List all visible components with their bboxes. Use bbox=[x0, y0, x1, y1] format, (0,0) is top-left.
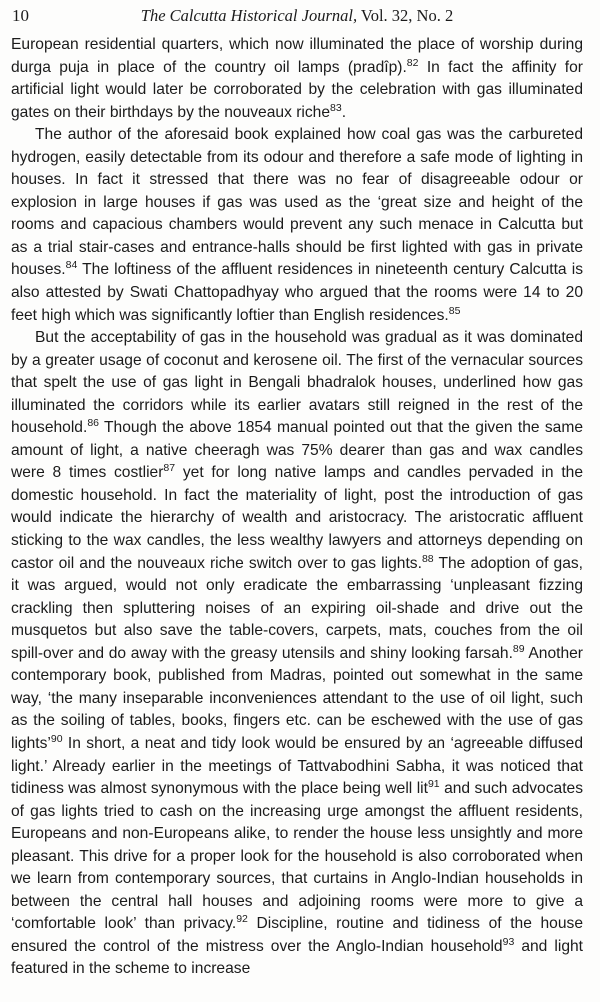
footnote-marker: 86 bbox=[87, 417, 99, 430]
running-header bbox=[12, 6, 582, 30]
paragraph-text: In short, a neat and tidy look would be ensured by an ‘agreeable diffused light.’ Already earlier in the meetings of Tattvabodhini Sabha, it was noticed that tidiness was almost synonymous with the place being well lit bbox=[11, 734, 583, 798]
paragraph-text: But the acceptability of gas in the household was gradual as it was dominated by a greater usage of coconut and kerosene oil. The first of the vernacular sources that spelt the use of gas light in Bengali bhadralok houses, underlined how gas illuminated the corridors while its earlier avatars still reigned in the rest of the household. bbox=[11, 329, 583, 437]
running-head-title bbox=[12, 6, 582, 26]
footnote-marker: 90 bbox=[50, 732, 63, 745]
footnote-marker: 92 bbox=[236, 913, 248, 926]
page-number: 10 bbox=[12, 6, 29, 25]
paragraph-text: . bbox=[341, 103, 347, 121]
footnote-marker: 93 bbox=[502, 935, 515, 948]
body-paragraph bbox=[11, 34, 583, 124]
footnote-marker: 91 bbox=[427, 778, 440, 791]
footnote-marker: 85 bbox=[448, 304, 461, 317]
paragraph-text: Though the above 1854 manual pointed out that the given the same amount of light, a native cheeragh was 75% dearer than gas and wax candles were 8 times costlier bbox=[11, 419, 583, 482]
footnote-marker: 84 bbox=[65, 259, 78, 272]
article-body bbox=[11, 34, 583, 981]
footnote-marker: 82 bbox=[406, 56, 419, 69]
paragraph-text: Another contemporary book, published from Madras, pointed out somewhat in the same way, ‘the many inseparable inconveniences attendant to the use of oil light, such as the soiling of tables, books, fingers etc. can be eschewed with the use of gas lights’ bbox=[11, 644, 583, 752]
paragraph-text: and such advocates of gas lights tried to cash on the increasing urge amongst the affluent residents, Europeans and non-Europeans alike, to render the house less unsightly and more pleasant. This drive for a proper look for the household is also corroborated when we learn from contemporary sources, that curtains in Anglo-Indian households in between the central hall houses and adjoining rooms were more to give a ‘comfortable look’ than privacy. bbox=[11, 780, 584, 933]
footnote-marker: 89 bbox=[512, 642, 525, 655]
body-paragraph bbox=[11, 124, 583, 327]
paragraph-text: The author of the aforesaid book explained how coal gas was the carbureted hydrogen, easily detectable from its odour and therefore a safe mode of lighting in houses. In fact it stressed that there was no fear of disagreeable odour or explosion in large houses if gas was used as the ‘great size and height of the rooms and capacious chambers would prevent any such menace in Calcutta but as a trial stair-cases and entrance-halls should be first lighted with gas in private houses. bbox=[11, 126, 583, 279]
body-paragraph bbox=[11, 327, 583, 981]
footnote-marker: 83 bbox=[330, 101, 342, 114]
paragraph-text: yet for long native lamps and candles pervaded in the domestic household. In fact the materiality of light, post the introduction of gas would indicate the hierarchy of wealth and aristocracy. The aristocratic affluent sticking to the wax candles, the less wealthy lawyers and attorneys depending on castor oil and the nouveaux riche switch over to gas lights. bbox=[11, 464, 583, 572]
journal-title: The Calcutta Historical Journal, bbox=[140, 6, 358, 25]
paragraph-text: In fact the affinity for artificial light would later be corroborated by the celebration with gas illuminated gates on their birthdays by the nouveaux riche bbox=[11, 58, 583, 121]
footnote-marker: 88 bbox=[421, 552, 434, 565]
paragraph-text: European residential quarters, which now illuminated the place of worship during durga puja in place of the country oil lamps (pradîp). bbox=[11, 36, 583, 76]
footnote-marker: 87 bbox=[163, 462, 176, 475]
paragraph-text: The adoption of gas, it was argued, would not only eradicate the embarrassing ‘unpleasant fizzing crackling then spluttering noises of an expiring oil-shade and drive out the musquetos but also save the table-covers, carpets, mats, couches from the oil spill-over and do away with the greasy utensils and shiny looking farsah. bbox=[11, 554, 584, 662]
volume-issue: Vol. 32, No. 2 bbox=[357, 6, 454, 25]
paragraph-text: Discipline, routine and tidiness of the house ensured the control of the mistress over the Anglo-Indian household bbox=[11, 915, 583, 955]
paragraph-text: and light featured in the scheme to increase bbox=[11, 937, 584, 978]
paragraph-text: The loftiness of the affluent residences in nineteenth century Calcutta is also attested by Swati Chattopadhyay who argued that the rooms were 14 to 20 feet high which was significantly loftier than English residences. bbox=[11, 261, 583, 324]
